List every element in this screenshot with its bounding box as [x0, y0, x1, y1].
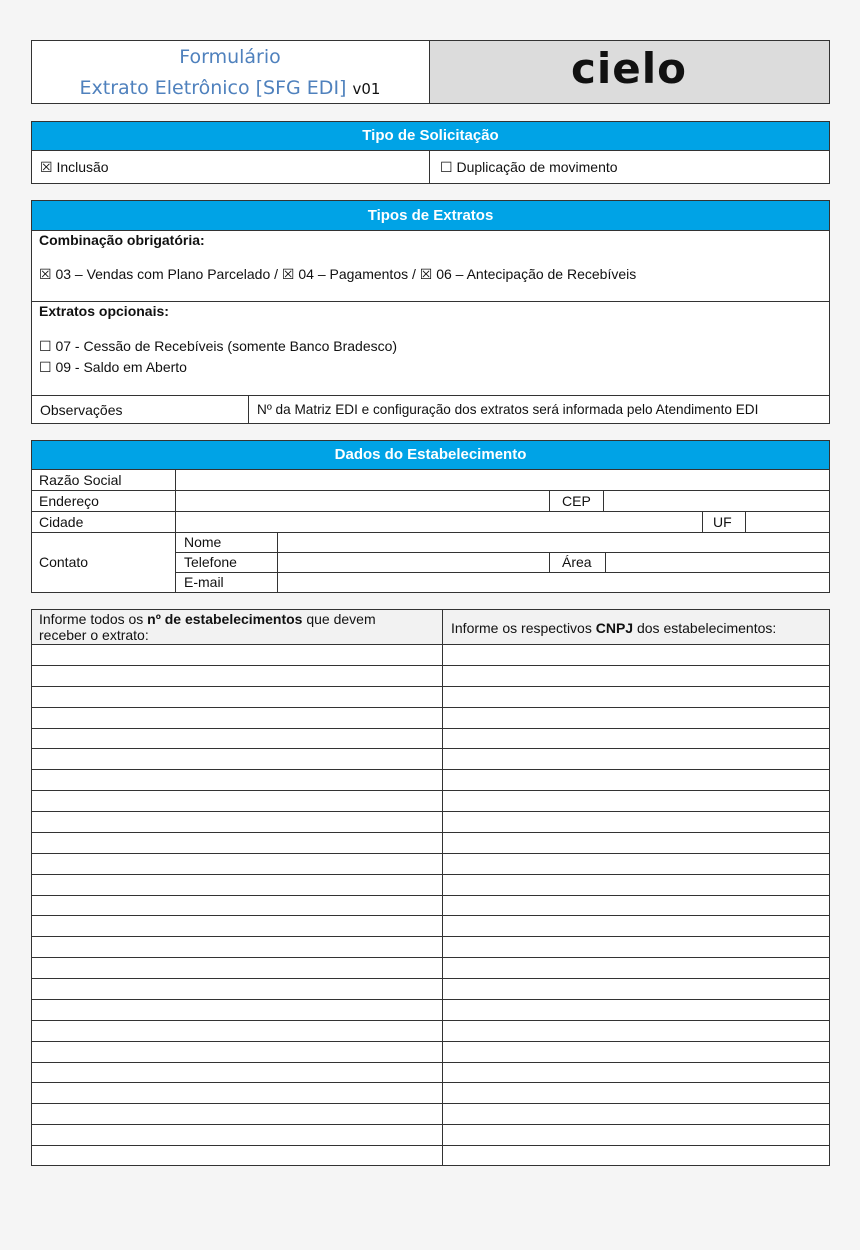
estabelecimento-cnpj-cell[interactable]: [443, 896, 829, 916]
estabelecimento-number-cell[interactable]: [32, 1042, 441, 1062]
area-label: Área: [562, 554, 592, 570]
contato-label: Contato: [39, 554, 89, 570]
estabelecimentos-header-left: [39, 611, 439, 643]
estabelecimento-cnpj-cell[interactable]: [443, 833, 829, 853]
cep-label: CEP: [562, 493, 591, 509]
opcional-09[interactable]: ☐ 09 - Saldo em Aberto: [39, 359, 187, 375]
observacoes-label: Observações: [40, 402, 123, 418]
estabelecimento-cnpj-cell[interactable]: [443, 916, 829, 936]
estabelecimentos-header-right: [451, 620, 829, 636]
header-right-pre: Informe os respectivos: [451, 620, 596, 636]
cidade-label: Cidade: [39, 514, 84, 530]
estabelecimento-cnpj-cell[interactable]: [443, 1063, 829, 1083]
estabelecimento-cnpj-cell[interactable]: [443, 708, 829, 728]
estabelecimento-cnpj-cell[interactable]: [443, 770, 829, 790]
section-bar-tipos-extratos: Tipos de Extratos: [31, 200, 830, 231]
opcionais-label: Extratos opcionais:: [39, 303, 169, 319]
estabelecimento-number-cell[interactable]: [32, 687, 441, 707]
header-right-post: dos estabelecimentos:: [633, 620, 777, 636]
estabelecimento-number-cell[interactable]: [32, 791, 441, 811]
estabelecimento-number-cell[interactable]: [32, 1125, 441, 1145]
estabelecimento-cnpj-cell[interactable]: [443, 1104, 829, 1124]
estabelecimento-cnpj-cell[interactable]: [443, 812, 829, 832]
estabelecimento-cnpj-cell[interactable]: [443, 875, 829, 895]
estabelecimento-cnpj-cell[interactable]: [443, 854, 829, 874]
estabelecimento-number-cell[interactable]: [32, 770, 441, 790]
estabelecimento-cnpj-cell[interactable]: [443, 687, 829, 707]
estabelecimento-cnpj-cell[interactable]: [443, 1021, 829, 1041]
cielo-logo-text: cielo: [570, 44, 688, 93]
endereco-field[interactable]: [176, 491, 548, 511]
estabelecimento-cnpj-cell[interactable]: [443, 749, 829, 769]
estabelecimento-cnpj-cell[interactable]: [443, 1146, 829, 1166]
estabelecimento-number-cell[interactable]: [32, 875, 441, 895]
estabelecimento-cnpj-cell[interactable]: [443, 1125, 829, 1145]
header-left-post: que devem: [302, 611, 376, 627]
duplicacao-label: Duplicação de movimento: [456, 159, 618, 175]
estabelecimento-number-cell[interactable]: [32, 645, 441, 665]
razao-social-field[interactable]: [176, 470, 829, 490]
form-subtitle: [32, 77, 428, 99]
option-inclusao[interactable]: [31, 150, 430, 184]
uf-label: UF: [713, 514, 732, 530]
estabelecimento-number-cell[interactable]: [32, 896, 441, 916]
duplicacao-checkbox[interactable]: ☐: [440, 159, 453, 175]
razao-social-label: Razão Social: [39, 472, 122, 488]
inclusao-label: Inclusão: [56, 159, 109, 175]
email-field[interactable]: [278, 573, 829, 592]
cielo-logo: [429, 44, 829, 93]
estabelecimento-number-cell[interactable]: [32, 937, 441, 957]
option-duplicacao[interactable]: [429, 150, 830, 184]
header-left-bold: nº de estabelecimentos: [147, 611, 303, 627]
estabelecimento-number-cell[interactable]: [32, 1104, 441, 1124]
area-field[interactable]: [606, 553, 829, 572]
telefone-label: Telefone: [184, 554, 237, 570]
estabelecimento-number-cell[interactable]: [32, 1063, 441, 1083]
inclusao-checkbox[interactable]: ☒: [40, 159, 53, 175]
section-bar-dados: Dados do Estabelecimento: [31, 440, 830, 470]
header-left-pre: Informe todos os: [39, 611, 148, 627]
estabelecimento-cnpj-cell[interactable]: [443, 979, 829, 999]
estabelecimento-number-cell[interactable]: [32, 812, 441, 832]
estabelecimento-number-cell[interactable]: [32, 1021, 441, 1041]
nome-label: Nome: [184, 534, 222, 550]
cidade-field[interactable]: [176, 512, 701, 532]
estabelecimento-cnpj-cell[interactable]: [443, 729, 829, 749]
estabelecimento-number-cell[interactable]: [32, 749, 441, 769]
estabelecimento-number-cell[interactable]: [32, 833, 441, 853]
estabelecimento-number-cell[interactable]: [32, 1083, 441, 1103]
estabelecimento-number-cell[interactable]: [32, 979, 441, 999]
estabelecimento-number-cell[interactable]: [32, 1000, 441, 1020]
estabelecimento-cnpj-cell[interactable]: [443, 1083, 829, 1103]
estabelecimento-cnpj-cell[interactable]: [443, 1000, 829, 1020]
email-label: E-mail: [184, 574, 224, 590]
estabelecimento-number-cell[interactable]: [32, 708, 441, 728]
estabelecimento-number-cell[interactable]: [32, 916, 441, 936]
estabelecimento-number-cell[interactable]: [32, 958, 441, 978]
section-bar-tipo-solicitacao: Tipo de Solicitação: [31, 121, 830, 151]
header-left-line2: receber o extrato:: [39, 627, 149, 643]
nome-field[interactable]: [278, 533, 829, 552]
observacoes-value: Nº da Matriz EDI e configuração dos extratos será informada pelo Atendimento EDI: [257, 402, 759, 417]
endereco-label: Endereço: [39, 493, 99, 509]
observacoes-value-cell: [248, 395, 830, 424]
estabelecimento-number-cell[interactable]: [32, 1146, 441, 1166]
estabelecimento-cnpj-cell[interactable]: [443, 1042, 829, 1062]
observacoes-label-cell: [31, 395, 249, 424]
estabelecimento-number-cell[interactable]: [32, 729, 441, 749]
estabelecimento-cnpj-cell[interactable]: [443, 666, 829, 686]
estabelecimento-number-cell[interactable]: [32, 854, 441, 874]
estabelecimento-cnpj-cell[interactable]: [443, 645, 829, 665]
form-title: Formulário: [179, 46, 281, 68]
estabelecimento-cnpj-cell[interactable]: [443, 937, 829, 957]
opcional-07[interactable]: ☐ 07 - Cessão de Recebíveis (somente Banco Bradesco): [39, 338, 398, 354]
form-subtitle-text: Extrato Eletrônico [SFG EDI]: [79, 77, 347, 99]
header-right-bold: CNPJ: [595, 620, 634, 636]
cep-field[interactable]: [604, 491, 829, 511]
obrigatoria-options[interactable]: ☒ 03 – Vendas com Plano Parcelado / ☒ 04 – Pagamentos / ☒ 06 – Antecipação de Recebíveis: [39, 266, 637, 282]
estabelecimento-cnpj-cell[interactable]: [443, 791, 829, 811]
estabelecimento-number-cell[interactable]: [32, 666, 441, 686]
uf-field[interactable]: [746, 512, 829, 532]
telefone-field[interactable]: [278, 553, 549, 572]
form-version: v01: [352, 80, 381, 98]
estabelecimento-cnpj-cell[interactable]: [443, 958, 829, 978]
obrigatoria-label: Combinação obrigatória:: [39, 232, 205, 248]
